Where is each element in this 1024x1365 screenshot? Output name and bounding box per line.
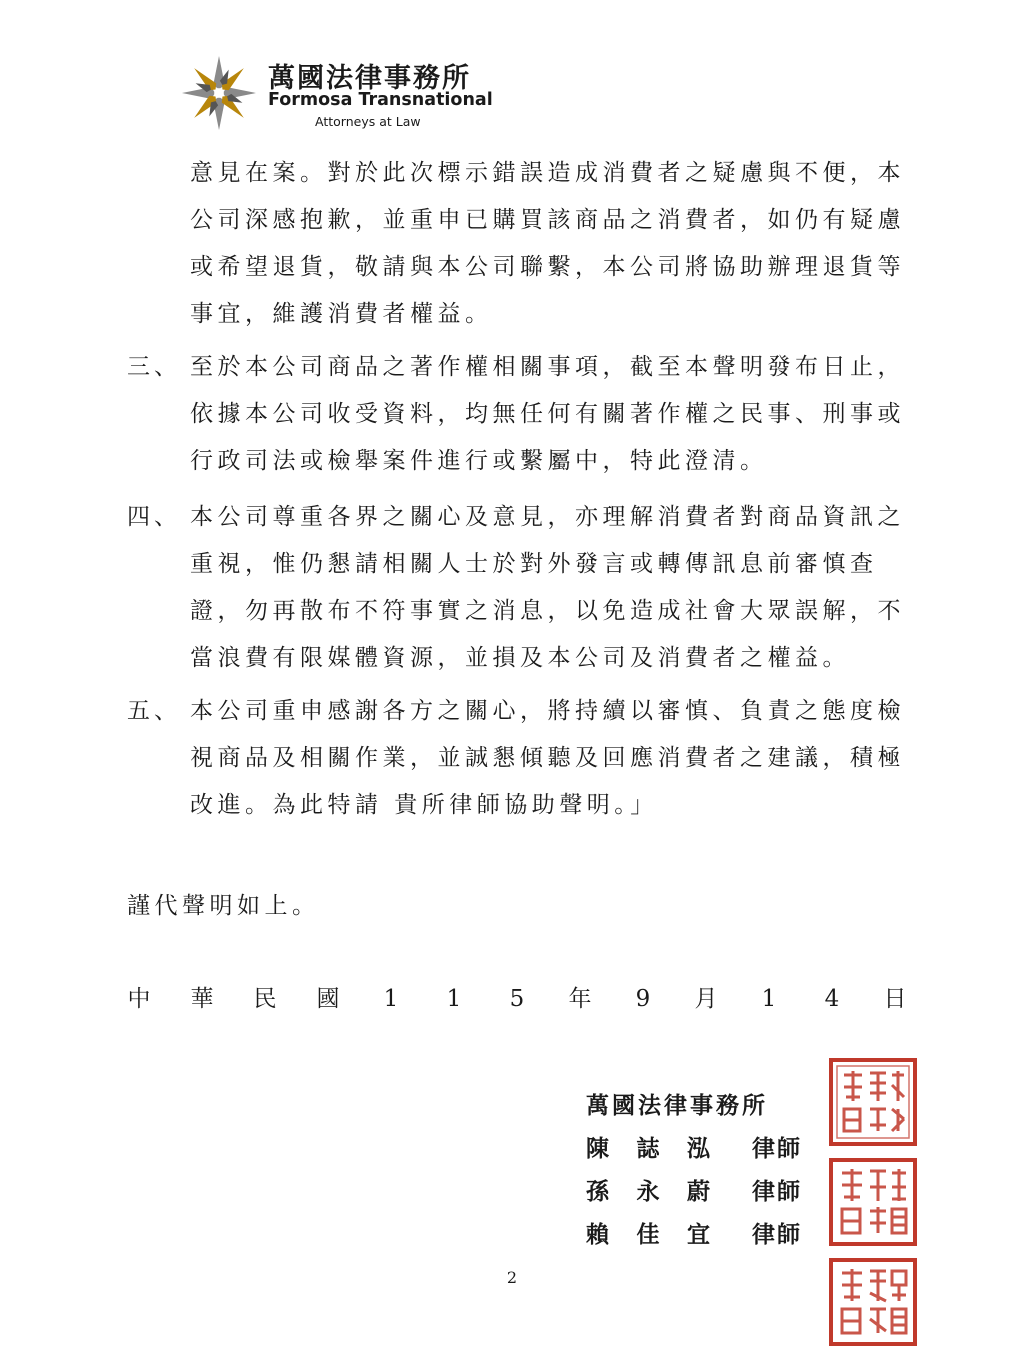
paragraph-line: 依據本公司收受資料，均無任何有關著作權之民事、刑事或 [190, 401, 905, 427]
lawyer-seal-icon [828, 1257, 918, 1347]
date-char: 1 [383, 986, 399, 1012]
date-char: 5 [509, 986, 525, 1012]
name-char: 佳 [636, 1221, 660, 1248]
firm-subtitle: Attorneys at Law [315, 114, 421, 129]
intro-paragraph [190, 150, 910, 338]
section-3-paragraph [190, 344, 910, 485]
date-char: 年 [568, 986, 592, 1012]
name-char: 誌 [636, 1135, 660, 1162]
paragraph-line: 意見在案。對於此次標示錯誤造成消費者之疑慮與不便，本 [190, 160, 905, 186]
lawyer-seal-icon [828, 1157, 918, 1247]
name-char: 賴 [586, 1221, 609, 1248]
lawyer-name [586, 1213, 710, 1256]
name-char: 孫 [586, 1178, 609, 1205]
lawyer-row [586, 1127, 802, 1170]
name-char: 宜 [687, 1221, 710, 1248]
firm-name-english: Formosa Transnational [268, 90, 493, 110]
lawyer-row [586, 1170, 802, 1213]
date-char: 中 [127, 986, 151, 1012]
date-char: 4 [824, 986, 840, 1012]
lawyer-title: 律師 [752, 1178, 802, 1205]
lawyer-name [586, 1127, 710, 1170]
lawyer-title: 律師 [752, 1135, 802, 1162]
paragraph-line: 改進。為此特請 貴所律師協助聲明。」 [190, 792, 658, 818]
paragraph-line: 視商品及相關作業，並誠懇傾聽及回應消費者之建議，積極 [190, 745, 905, 771]
section-marker-3: 三、 [127, 354, 181, 380]
paragraph-line: 重視，惟仍懇請相關人士於對外發言或轉傳訊息前審慎查 [190, 551, 878, 577]
date-char: 國 [316, 986, 340, 1012]
paragraph-line: 公司深感抱歉，並重申已購買該商品之消費者，如仍有疑慮 [190, 207, 905, 233]
lawyer-name [586, 1170, 710, 1213]
section-marker-4: 四、 [127, 504, 181, 530]
firm-seal-icon [828, 1057, 918, 1147]
name-char: 蔚 [687, 1178, 710, 1205]
letterhead-logo [180, 52, 493, 136]
closing-statement: 謹代聲明如上。 [127, 893, 320, 919]
date-char: 9 [635, 986, 651, 1012]
name-char: 陳 [586, 1135, 609, 1162]
paragraph-line: 至於本公司商品之著作權相關事項，截至本聲明發布日止， [190, 354, 905, 380]
date-char: 月 [694, 986, 718, 1012]
date-char: 民 [253, 986, 277, 1012]
paragraph-line: 行政司法或檢舉案件進行或繫屬中，特此澄清。 [190, 448, 768, 474]
paragraph-line: 當浪費有限媒體資源，並損及本公司及消費者之權益。 [190, 645, 850, 671]
date-char: 1 [761, 986, 777, 1012]
lawyer-row [586, 1213, 802, 1256]
section-4-paragraph [190, 494, 910, 682]
section-5-paragraph [190, 688, 910, 829]
firm-name-chinese: 萬國法律事務所 [268, 63, 471, 94]
section-marker-5: 五、 [127, 698, 181, 724]
paragraph-line: 事宜，維護消費者權益。 [190, 301, 493, 327]
paragraph-line: 本公司重申感謝各方之關心，將持續以審慎、負責之態度檢 [190, 698, 905, 724]
date-char: 1 [446, 986, 462, 1012]
paragraph-line: 證，勿再散布不符事實之消息，以免造成社會大眾誤解，不 [190, 598, 905, 624]
name-char: 永 [636, 1178, 660, 1205]
paragraph-line: 或希望退貨，敬請與本公司聯繫，本公司將協助辦理退貨等 [190, 254, 905, 280]
date-char: 日 [883, 986, 907, 1012]
page-number: 2 [506, 1268, 518, 1287]
signature-block [586, 1085, 818, 1256]
lawyer-title: 律師 [752, 1221, 802, 1248]
name-char: 泓 [687, 1135, 710, 1162]
date-line [127, 978, 907, 1020]
paragraph-line: 本公司尊重各界之關心及意見，亦理解消費者對商品資訊之 [190, 504, 905, 530]
starburst-logo-icon [180, 54, 258, 132]
date-char: 華 [190, 986, 214, 1012]
signature-firm-name: 萬國法律事務所 [586, 1092, 768, 1119]
